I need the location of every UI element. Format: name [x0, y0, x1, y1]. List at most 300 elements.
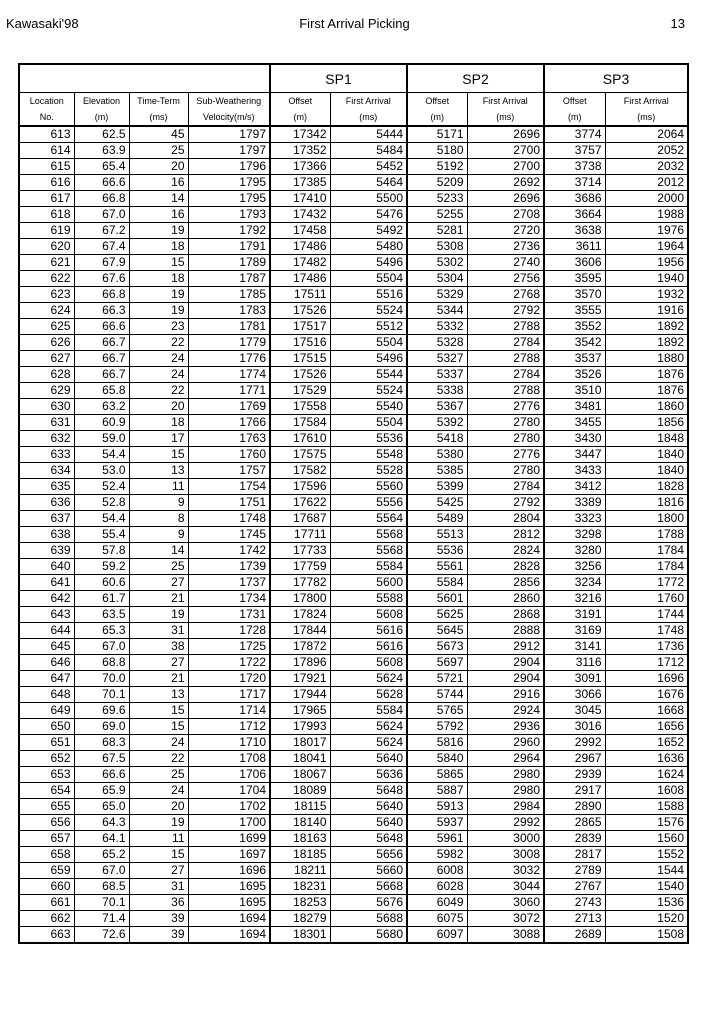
table-cell: 2939 — [544, 767, 605, 783]
table-cell: 5528 — [330, 463, 407, 479]
table-cell: 1722 — [188, 655, 270, 671]
table-cell: 5418 — [407, 431, 467, 447]
table-cell: 2713 — [544, 911, 605, 927]
table-cell: 2700 — [467, 159, 544, 175]
table-cell: 3570 — [544, 287, 605, 303]
table-cell: 5516 — [330, 287, 407, 303]
table-cell: 5281 — [407, 223, 467, 239]
table-cell: 1760 — [188, 447, 270, 463]
table-cell: 5480 — [330, 239, 407, 255]
table-cell: 5425 — [407, 495, 467, 511]
table-cell: 3016 — [544, 719, 605, 735]
table-cell: 1710 — [188, 735, 270, 751]
table-cell: 3216 — [544, 591, 605, 607]
table-cell: 1876 — [605, 367, 688, 383]
table-cell: 5601 — [407, 591, 467, 607]
table-cell: 17575 — [270, 447, 330, 463]
table-cell: 3323 — [544, 511, 605, 527]
table-cell: 2964 — [467, 751, 544, 767]
table-row — [19, 735, 688, 751]
table-cell: 3638 — [544, 223, 605, 239]
table-cell: 3298 — [544, 527, 605, 543]
table-cell: 1769 — [188, 399, 270, 415]
table-cell: 17921 — [270, 671, 330, 687]
table-cell: 2012 — [605, 175, 688, 191]
column-header-3: Sub-Weathering — [188, 93, 270, 110]
table-cell: 1779 — [188, 335, 270, 351]
table-cell: 3447 — [544, 447, 605, 463]
table-cell: 1712 — [188, 719, 270, 735]
table-cell: 25 — [129, 559, 188, 575]
table-cell: 621 — [19, 255, 74, 271]
table-cell: 60.6 — [74, 575, 129, 591]
table-cell: 63.2 — [74, 399, 129, 415]
table-cell: 5568 — [330, 527, 407, 543]
table-cell: 2788 — [467, 351, 544, 367]
table-cell: 5524 — [330, 383, 407, 399]
table-cell: 3526 — [544, 367, 605, 383]
table-cell: 640 — [19, 559, 74, 575]
table-cell: 17872 — [270, 639, 330, 655]
table-cell: 1796 — [188, 159, 270, 175]
table-cell: 639 — [19, 543, 74, 559]
column-header-4: Offset — [270, 93, 330, 110]
table-cell: 657 — [19, 831, 74, 847]
table-cell: 68.5 — [74, 879, 129, 895]
table-cell: 1695 — [188, 895, 270, 911]
table-cell: 5937 — [407, 815, 467, 831]
table-cell: 18231 — [270, 879, 330, 895]
table-cell: 648 — [19, 687, 74, 703]
table-cell: 622 — [19, 271, 74, 287]
table-cell: 618 — [19, 207, 74, 223]
table-cell: 1745 — [188, 527, 270, 543]
table-cell: 1784 — [605, 559, 688, 575]
table-cell: 1588 — [605, 799, 688, 815]
table-cell: 661 — [19, 895, 74, 911]
table-cell: 67.0 — [74, 863, 129, 879]
table-cell: 52.4 — [74, 479, 129, 495]
table-cell: 5524 — [330, 303, 407, 319]
table-cell: 67.2 — [74, 223, 129, 239]
table-cell: 5544 — [330, 367, 407, 383]
table-cell: 61.7 — [74, 591, 129, 607]
table-cell: 15 — [129, 719, 188, 735]
table-cell: 2780 — [467, 415, 544, 431]
table-cell: 3060 — [467, 895, 544, 911]
column-unit-6: (m) — [407, 109, 467, 126]
table-cell: 631 — [19, 415, 74, 431]
table-row — [19, 239, 688, 255]
table-cell: 69.6 — [74, 703, 129, 719]
table-cell: 18253 — [270, 895, 330, 911]
table-cell: 3116 — [544, 655, 605, 671]
table-cell: 17622 — [270, 495, 330, 511]
table-cell: 17458 — [270, 223, 330, 239]
table-row — [19, 911, 688, 927]
table-cell: 5380 — [407, 447, 467, 463]
table-cell: 65.2 — [74, 847, 129, 863]
table-row — [19, 543, 688, 559]
table-cell: 5209 — [407, 175, 467, 191]
table-cell: 5476 — [330, 207, 407, 223]
table-cell: 3774 — [544, 126, 605, 143]
table-cell: 3066 — [544, 687, 605, 703]
table-cell: 18041 — [270, 751, 330, 767]
table-cell: 654 — [19, 783, 74, 799]
table-row — [19, 815, 688, 831]
table-cell: 2916 — [467, 687, 544, 703]
table-cell: 646 — [19, 655, 74, 671]
table-cell: 65.8 — [74, 383, 129, 399]
table-cell: 63.5 — [74, 607, 129, 623]
table-cell: 5640 — [330, 799, 407, 815]
table-cell: 5560 — [330, 479, 407, 495]
column-unit-7: (ms) — [467, 109, 544, 126]
column-header-6: Offset — [407, 93, 467, 110]
table-cell: 634 — [19, 463, 74, 479]
table-cell: 660 — [19, 879, 74, 895]
table-cell: 5489 — [407, 511, 467, 527]
table-row — [19, 159, 688, 175]
table-row — [19, 831, 688, 847]
table-cell: 1797 — [188, 143, 270, 159]
table-cell: 68.8 — [74, 655, 129, 671]
table-cell: 17687 — [270, 511, 330, 527]
table-row — [19, 223, 688, 239]
table-cell: 67.5 — [74, 751, 129, 767]
table-cell: 3032 — [467, 863, 544, 879]
table-cell: 72.6 — [74, 927, 129, 944]
table-cell: 1544 — [605, 863, 688, 879]
table-cell: 5697 — [407, 655, 467, 671]
table-cell: 70.1 — [74, 895, 129, 911]
table-cell: 25 — [129, 767, 188, 783]
table-cell: 3757 — [544, 143, 605, 159]
table-cell: 1697 — [188, 847, 270, 863]
table-cell: 3552 — [544, 319, 605, 335]
table-cell: 1536 — [605, 895, 688, 911]
table-cell: 15 — [129, 447, 188, 463]
table-cell: 633 — [19, 447, 74, 463]
table-cell: 1795 — [188, 191, 270, 207]
table-cell: 5399 — [407, 479, 467, 495]
table-cell: 1760 — [605, 591, 688, 607]
table-cell: 2804 — [467, 511, 544, 527]
table-cell: 1856 — [605, 415, 688, 431]
table-cell: 13 — [129, 687, 188, 703]
table-cell: 5444 — [330, 126, 407, 143]
column-header-8: Offset — [544, 93, 605, 110]
table-cell: 52.8 — [74, 495, 129, 511]
table-cell: 18089 — [270, 783, 330, 799]
table-cell: 2936 — [467, 719, 544, 735]
table-cell: 616 — [19, 175, 74, 191]
table-cell: 18115 — [270, 799, 330, 815]
table-cell: 15 — [129, 255, 188, 271]
column-unit-9: (ms) — [605, 109, 688, 126]
table-cell: 5561 — [407, 559, 467, 575]
table-cell: 71.4 — [74, 911, 129, 927]
table-cell: 1876 — [605, 383, 688, 399]
table-cell: 1785 — [188, 287, 270, 303]
table-cell: 17993 — [270, 719, 330, 735]
table-cell: 3008 — [467, 847, 544, 863]
table-cell: 643 — [19, 607, 74, 623]
table-cell: 3088 — [467, 927, 544, 944]
table-cell: 18 — [129, 271, 188, 287]
table-cell: 2052 — [605, 143, 688, 159]
table-cell: 17965 — [270, 703, 330, 719]
table-cell: 5540 — [330, 399, 407, 415]
table-cell: 1694 — [188, 927, 270, 944]
table-cell: 632 — [19, 431, 74, 447]
table-cell: 5982 — [407, 847, 467, 863]
table-cell: 5329 — [407, 287, 467, 303]
table-row — [19, 191, 688, 207]
table-cell: 1880 — [605, 351, 688, 367]
column-header-7: First Arrival — [467, 93, 544, 110]
table-cell: 624 — [19, 303, 74, 319]
column-unit-0: No. — [19, 109, 74, 126]
table-cell: 2960 — [467, 735, 544, 751]
table-cell: 1748 — [188, 511, 270, 527]
table-cell: 54.4 — [74, 511, 129, 527]
table-cell: 70.1 — [74, 687, 129, 703]
table-cell: 2890 — [544, 799, 605, 815]
table-cell: 18067 — [270, 767, 330, 783]
table-cell: 18301 — [270, 927, 330, 944]
table-cell: 2784 — [467, 479, 544, 495]
table-cell: 1704 — [188, 783, 270, 799]
table-row — [19, 607, 688, 623]
group-header-sp1: SP1 — [270, 64, 407, 93]
table-cell: 1712 — [605, 655, 688, 671]
table-cell: 17711 — [270, 527, 330, 543]
table-cell: 1636 — [605, 751, 688, 767]
column-unit-4: (m) — [270, 109, 330, 126]
table-cell: 2743 — [544, 895, 605, 911]
table-cell: 3412 — [544, 479, 605, 495]
table-cell: 2032 — [605, 159, 688, 175]
table-cell: 24 — [129, 783, 188, 799]
table-cell: 1781 — [188, 319, 270, 335]
table-cell: 11 — [129, 479, 188, 495]
table-cell: 2924 — [467, 703, 544, 719]
table-cell: 5816 — [407, 735, 467, 751]
table-cell: 659 — [19, 863, 74, 879]
table-cell: 5496 — [330, 255, 407, 271]
table-cell: 2828 — [467, 559, 544, 575]
table-cell: 63.9 — [74, 143, 129, 159]
table-cell: 2980 — [467, 783, 544, 799]
table-cell: 17410 — [270, 191, 330, 207]
table-row — [19, 783, 688, 799]
column-unit-2: (ms) — [129, 109, 188, 126]
table-row — [19, 399, 688, 415]
table-cell: 1797 — [188, 126, 270, 143]
table-cell: 1787 — [188, 271, 270, 287]
table-cell: 5308 — [407, 239, 467, 255]
table-row — [19, 303, 688, 319]
column-header-2: Time-Term — [129, 93, 188, 110]
table-row — [19, 559, 688, 575]
table-cell: 2904 — [467, 671, 544, 687]
table-cell: 3555 — [544, 303, 605, 319]
table-cell: 5673 — [407, 639, 467, 655]
table-cell: 66.7 — [74, 351, 129, 367]
table-row — [19, 591, 688, 607]
table-cell: 5961 — [407, 831, 467, 847]
table-cell: 3714 — [544, 175, 605, 191]
table-cell: 626 — [19, 335, 74, 351]
table-cell: 3481 — [544, 399, 605, 415]
table-cell: 1560 — [605, 831, 688, 847]
table-cell: 1932 — [605, 287, 688, 303]
table-cell: 1736 — [605, 639, 688, 655]
table-cell: 6008 — [407, 863, 467, 879]
table-cell: 27 — [129, 863, 188, 879]
table-cell: 9 — [129, 495, 188, 511]
table-cell: 1860 — [605, 399, 688, 415]
table-cell: 18 — [129, 239, 188, 255]
table-cell: 14 — [129, 543, 188, 559]
table-cell: 1717 — [188, 687, 270, 703]
table-cell: 5865 — [407, 767, 467, 783]
table-cell: 1772 — [605, 575, 688, 591]
table-cell: 55.4 — [74, 527, 129, 543]
table-row — [19, 207, 688, 223]
table-cell: 637 — [19, 511, 74, 527]
table-cell: 623 — [19, 287, 74, 303]
table-cell: 2865 — [544, 815, 605, 831]
table-row — [19, 351, 688, 367]
table-cell: 17 — [129, 431, 188, 447]
table-cell: 5564 — [330, 511, 407, 527]
table-cell: 5344 — [407, 303, 467, 319]
table-cell: 66.8 — [74, 287, 129, 303]
table-cell: 19 — [129, 607, 188, 623]
table-cell: 2756 — [467, 271, 544, 287]
table-cell: 5504 — [330, 335, 407, 351]
table-cell: 66.8 — [74, 191, 129, 207]
table-cell: 2812 — [467, 527, 544, 543]
table-row — [19, 639, 688, 655]
table-cell: 1714 — [188, 703, 270, 719]
table-cell: 1940 — [605, 271, 688, 287]
table-row — [19, 463, 688, 479]
table-cell: 3045 — [544, 703, 605, 719]
table-cell: 24 — [129, 351, 188, 367]
table-cell: 2784 — [467, 335, 544, 351]
table-cell: 66.6 — [74, 319, 129, 335]
column-header-9: First Arrival — [605, 93, 688, 110]
table-cell: 5367 — [407, 399, 467, 415]
table-cell: 642 — [19, 591, 74, 607]
table-cell: 1784 — [605, 543, 688, 559]
table-row — [19, 367, 688, 383]
table-cell: 6097 — [407, 927, 467, 944]
table-cell: 5600 — [330, 575, 407, 591]
column-unit-3: Velocity(m/s) — [188, 109, 270, 126]
table-cell: 39 — [129, 927, 188, 944]
table-cell: 1706 — [188, 767, 270, 783]
table-cell: 5645 — [407, 623, 467, 639]
table-cell: 1576 — [605, 815, 688, 831]
table-cell: 615 — [19, 159, 74, 175]
table-row — [19, 863, 688, 879]
table-cell: 36 — [129, 895, 188, 911]
table-cell: 23 — [129, 319, 188, 335]
table-cell: 1795 — [188, 175, 270, 191]
table-cell: 2736 — [467, 239, 544, 255]
table-cell: 5484 — [330, 143, 407, 159]
table-cell: 2992 — [544, 735, 605, 751]
table-cell: 1754 — [188, 479, 270, 495]
table-cell: 5504 — [330, 415, 407, 431]
table-cell: 17515 — [270, 351, 330, 367]
table-row — [19, 847, 688, 863]
table-cell: 1766 — [188, 415, 270, 431]
table-cell: 69.0 — [74, 719, 129, 735]
table-cell: 1840 — [605, 463, 688, 479]
table-row — [19, 719, 688, 735]
table-cell: 2696 — [467, 126, 544, 143]
table-cell: 617 — [19, 191, 74, 207]
table-cell: 629 — [19, 383, 74, 399]
table-cell: 65.0 — [74, 799, 129, 815]
table-cell: 1916 — [605, 303, 688, 319]
table-cell: 22 — [129, 335, 188, 351]
table-cell: 2817 — [544, 847, 605, 863]
table-cell: 2780 — [467, 463, 544, 479]
table-cell: 17526 — [270, 303, 330, 319]
table-row — [19, 511, 688, 527]
table-cell: 1624 — [605, 767, 688, 783]
table-cell: 5584 — [330, 559, 407, 575]
table-cell: 6075 — [407, 911, 467, 927]
table-cell: 17385 — [270, 175, 330, 191]
table-cell: 5584 — [407, 575, 467, 591]
table-cell: 1608 — [605, 783, 688, 799]
table-cell: 17511 — [270, 287, 330, 303]
table-cell: 656 — [19, 815, 74, 831]
table-cell: 1652 — [605, 735, 688, 751]
table-cell: 2788 — [467, 383, 544, 399]
table-cell: 3389 — [544, 495, 605, 511]
table-cell: 17366 — [270, 159, 330, 175]
table-row — [19, 527, 688, 543]
table-cell: 17352 — [270, 143, 330, 159]
table-cell: 5640 — [330, 751, 407, 767]
group-header-sp3: SP3 — [544, 64, 688, 93]
table-cell: 5840 — [407, 751, 467, 767]
table-cell: 613 — [19, 126, 74, 143]
table-row — [19, 255, 688, 271]
column-unit-8: (m) — [544, 109, 605, 126]
table-cell: 625 — [19, 319, 74, 335]
table-cell: 24 — [129, 367, 188, 383]
table-cell: 2792 — [467, 495, 544, 511]
table-cell: 5556 — [330, 495, 407, 511]
table-cell: 39 — [129, 911, 188, 927]
table-cell: 16 — [129, 207, 188, 223]
table-cell: 1771 — [188, 383, 270, 399]
table-row — [19, 447, 688, 463]
table-cell: 31 — [129, 879, 188, 895]
table-cell: 17516 — [270, 335, 330, 351]
column-header-0: Location — [19, 93, 74, 110]
